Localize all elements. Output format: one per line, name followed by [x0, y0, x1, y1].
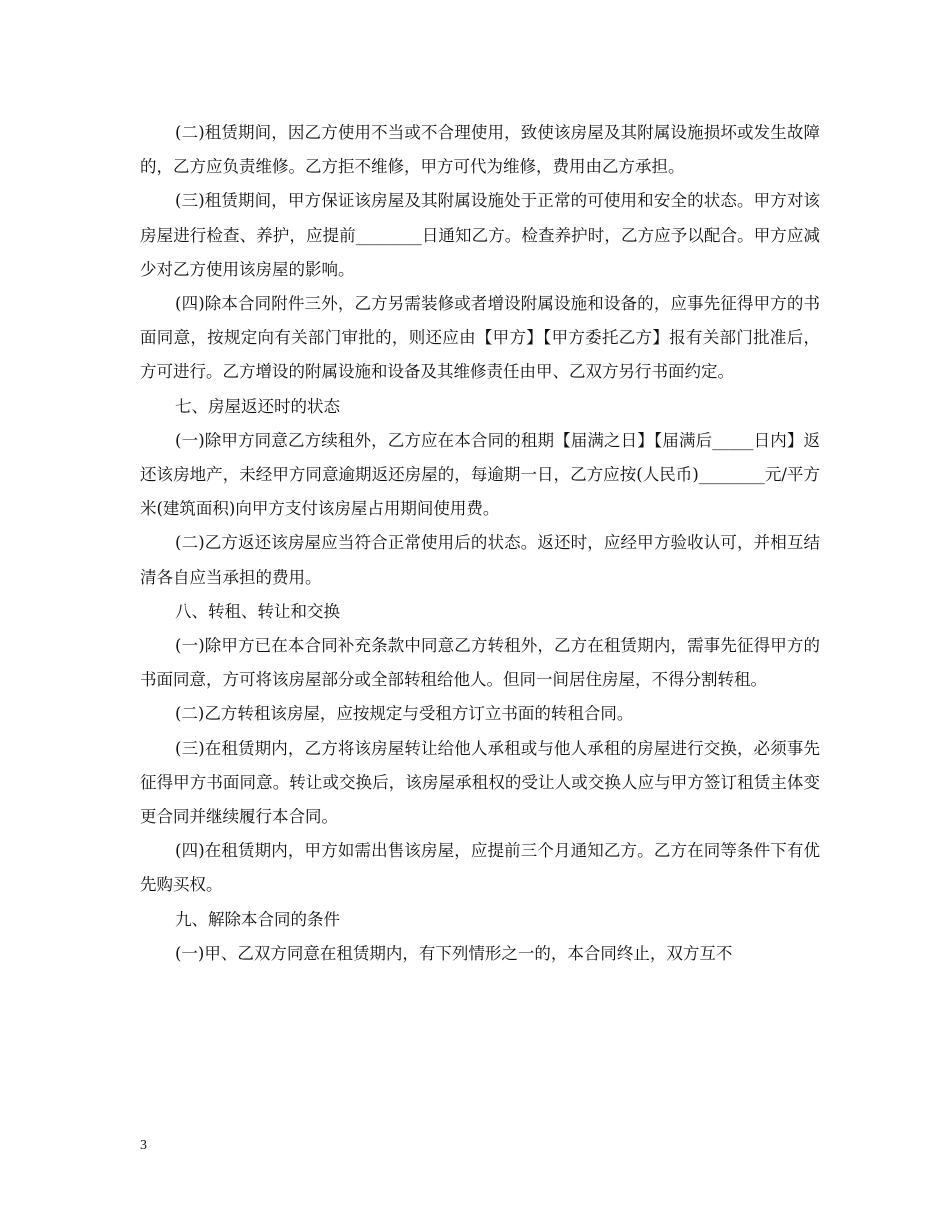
document-body — [140, 116, 820, 971]
clause-paragraph: (二)乙方转租该房屋，应按规定与受租方订立书面的转租合同。 — [175, 704, 634, 724]
clause-paragraph: (一)除甲方已在本合同补充条款中同意乙方转租外，乙方在租赁期内，需事先征得甲方的书面同意，方可将该房屋部分或全部转租给他人。但同一间居住房屋，不得分割转租。 — [140, 636, 820, 690]
section-heading: 八、转租、转让和交换 — [175, 601, 340, 621]
clause-paragraph: (二)租赁期间，因乙方使用不当或不合理使用，致使该房屋及其附属设施损坏或发生故障的，乙方应负责维修。乙方拒不维修，甲方可代为维修，费用由乙方承担。 — [140, 123, 820, 177]
clause-paragraph: (四)除本合同附件三外，乙方另需装修或者增设附属设施和设备的，应事先征得甲方的书面同意，按规定向有关部门审批的，则还应由【甲方】【甲方委托乙方】报有关部门批准后，方可进行。乙方增设的附属设施和设备及其维修责任由甲、乙双方另行书面约定。 — [140, 294, 820, 382]
clause-paragraph: (一)除甲方同意乙方续租外，乙方应在本合同的租期【届满之日】【届满后_____日内】返还该房地产，未经甲方同意逾期返还房屋的，每逾期一日，乙方应按(人民币)________元/平方米(建筑面积)向甲方支付该房屋占用期间使用费。 — [140, 430, 820, 519]
clause-paragraph: (四)在租赁期内，甲方如需出售该房屋，应提前三个月通知乙方。乙方在同等条件下有优先购买权。 — [140, 841, 820, 895]
clause-paragraph: (二)乙方返还该房屋应当符合正常使用后的状态。返还时，应经甲方验收认可，并相互结清各自应当承担的费用。 — [140, 533, 820, 587]
clause-paragraph: (一)甲、乙双方同意在租赁期内，有下列情形之一的，本合同终止，双方互不 — [175, 943, 733, 963]
section-heading: 九、解除本合同的条件 — [175, 909, 340, 929]
clause-paragraph: (三)租赁期间，甲方保证该房屋及其附属设施处于正常的可使用和安全的状态。甲方对该房屋进行检查、养护，应提前________日通知乙方。检查养护时，乙方应予以配合。甲方应减少对乙方使用该房屋的影响。 — [140, 191, 820, 279]
section-heading: 七、房屋返还时的状态 — [175, 396, 340, 416]
page-number: 3 — [140, 1138, 147, 1153]
clause-paragraph: (三)在租赁期内，乙方将该房屋转让给他人承租或与他人承租的房屋进行交换，必须事先征得甲方书面同意。转让或交换后，该房屋承租权的受让人或交换人应与甲方签订租赁主体变更合同并继续履行本合同。 — [140, 738, 820, 827]
